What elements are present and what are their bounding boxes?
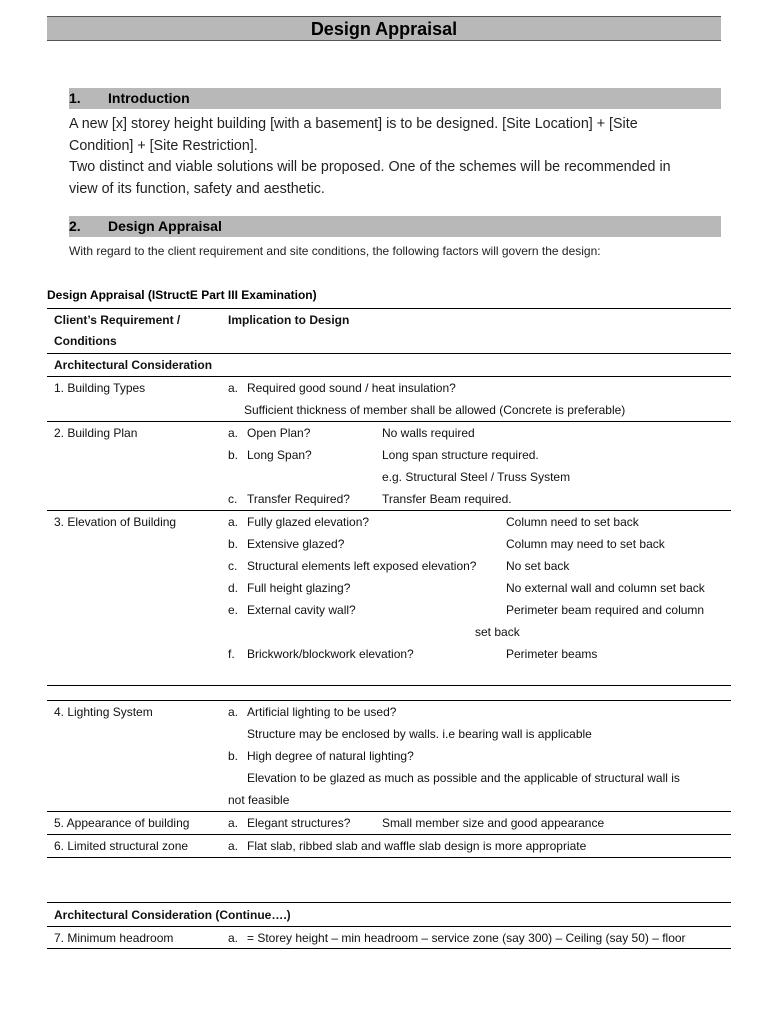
item-note: Structure may be enclosed by walls. i.e bearing wall is applicable xyxy=(247,727,592,741)
item-question: Full height glazing? xyxy=(247,581,351,595)
item-note-wrap: not feasible xyxy=(228,793,290,807)
item-answer: Small member size and good appearance xyxy=(382,816,605,830)
appraisal-intro-text: With regard to the client requirement and site conditions, the following factors will govern the design: xyxy=(69,244,601,258)
item-mark: a. xyxy=(228,381,239,395)
table-rule xyxy=(47,685,731,686)
item-answer: No external wall and column set back xyxy=(506,581,705,595)
row-label: 1. Building Types xyxy=(54,381,146,395)
item-mark: a. xyxy=(228,931,239,945)
table-rule xyxy=(47,510,731,511)
item-answer: Long span structure required. xyxy=(382,448,539,462)
table-rule xyxy=(47,811,731,812)
header-col2: Implication to Design xyxy=(228,313,350,327)
item-question: Brickwork/blockwork elevation? xyxy=(247,647,414,661)
row-label: 7. Minimum headroom xyxy=(54,931,174,945)
intro-line: A new [x] storey height building [with a basement] is to be designed. [Site Location] + [Site xyxy=(69,116,638,132)
section-heading-design-appraisal xyxy=(69,216,721,237)
item-mark: a. xyxy=(228,426,239,440)
intro-paragraph xyxy=(69,114,724,200)
table-rule xyxy=(47,376,731,377)
group-heading: Architectural Consideration xyxy=(54,358,213,372)
item-answer: Transfer Beam required. xyxy=(382,492,512,506)
item-question: Artificial lighting to be used? xyxy=(247,705,397,719)
item-question: Extensive glazed? xyxy=(247,537,345,551)
table-title: Design Appraisal (IStructE Part III Examination) xyxy=(47,288,317,302)
group-heading: Architectural Consideration (Continue….) xyxy=(54,908,291,922)
item-mark: c. xyxy=(228,492,238,506)
item-question: Flat slab, ribbed slab and waffle slab design is more appropriate xyxy=(247,839,587,853)
table-rule xyxy=(47,421,731,422)
row-label: 5. Appearance of building xyxy=(54,816,190,830)
intro-line: Condition] + [Site Restriction]. xyxy=(69,137,258,154)
intro-line: view of its function, safety and aesthetic. xyxy=(69,180,325,197)
table-rule xyxy=(47,308,731,309)
row-label: 3. Elevation of Building xyxy=(54,515,177,529)
item-question: Long Span? xyxy=(247,448,312,462)
item-answer: No walls required xyxy=(382,426,475,440)
row-label: 2. Building Plan xyxy=(54,426,138,440)
item-answer: No set back xyxy=(506,559,570,573)
item-mark: a. xyxy=(228,705,239,719)
page-title: Design Appraisal xyxy=(47,16,721,41)
section-title: Design Appraisal xyxy=(108,218,222,234)
item-answer: Column need to set back xyxy=(506,515,639,529)
item-mark: b. xyxy=(228,448,239,462)
table-rule xyxy=(47,834,731,835)
header-col1: Client’s Requirement / xyxy=(54,313,181,327)
item-mark: f. xyxy=(228,647,235,661)
table-rule xyxy=(47,926,731,927)
item-note: Sufficient thickness of member shall be allowed (Concrete is preferable) xyxy=(244,403,626,417)
table-rule xyxy=(47,700,731,701)
item-question: Transfer Required? xyxy=(247,492,350,506)
section-heading-introduction xyxy=(69,88,721,109)
item-question: Required good sound / heat insulation? xyxy=(247,381,456,395)
table-rule xyxy=(47,857,731,858)
item-mark: c. xyxy=(228,559,238,573)
item-answer: e.g. Structural Steel / Truss System xyxy=(382,470,571,484)
item-question: = Storey height – min headroom – service zone (say 300) – Ceiling (say 50) – floor xyxy=(247,931,686,945)
item-mark: a. xyxy=(228,839,239,853)
item-answer: Perimeter beams xyxy=(506,647,598,661)
header-col1-cont: Conditions xyxy=(54,334,117,348)
item-mark: b. xyxy=(228,537,239,551)
item-answer: Perimeter beam required and column xyxy=(506,603,705,617)
row-label: 4. Lighting System xyxy=(54,705,153,719)
item-mark: d. xyxy=(228,581,239,595)
table-rule xyxy=(47,948,731,949)
item-mark: a. xyxy=(228,515,239,529)
table-rule xyxy=(47,902,731,903)
item-note: Elevation to be glazed as much as possible and the applicable of structural wall is xyxy=(247,771,680,785)
intro-line: Two distinct and viable solutions will be proposed. One of the schemes will be recommended in xyxy=(69,159,671,175)
section-number: 2. xyxy=(69,218,81,234)
item-mark: e. xyxy=(228,603,239,617)
item-answer-wrap: set back xyxy=(475,625,520,639)
item-question: Fully glazed elevation? xyxy=(247,515,370,529)
row-label: 6. Limited structural zone xyxy=(54,839,189,853)
item-question: Structural elements left exposed elevation? xyxy=(247,559,477,573)
item-question: High degree of natural lighting? xyxy=(247,749,414,763)
item-question: External cavity wall? xyxy=(247,603,356,617)
item-question: Open Plan? xyxy=(247,426,311,440)
section-title: Introduction xyxy=(108,90,190,106)
section-number: 1. xyxy=(69,90,81,106)
table-rule xyxy=(47,353,731,354)
item-mark: a. xyxy=(228,816,239,830)
item-mark: b. xyxy=(228,749,239,763)
item-answer: Column may need to set back xyxy=(506,537,665,551)
item-question: Elegant structures? xyxy=(247,816,351,830)
